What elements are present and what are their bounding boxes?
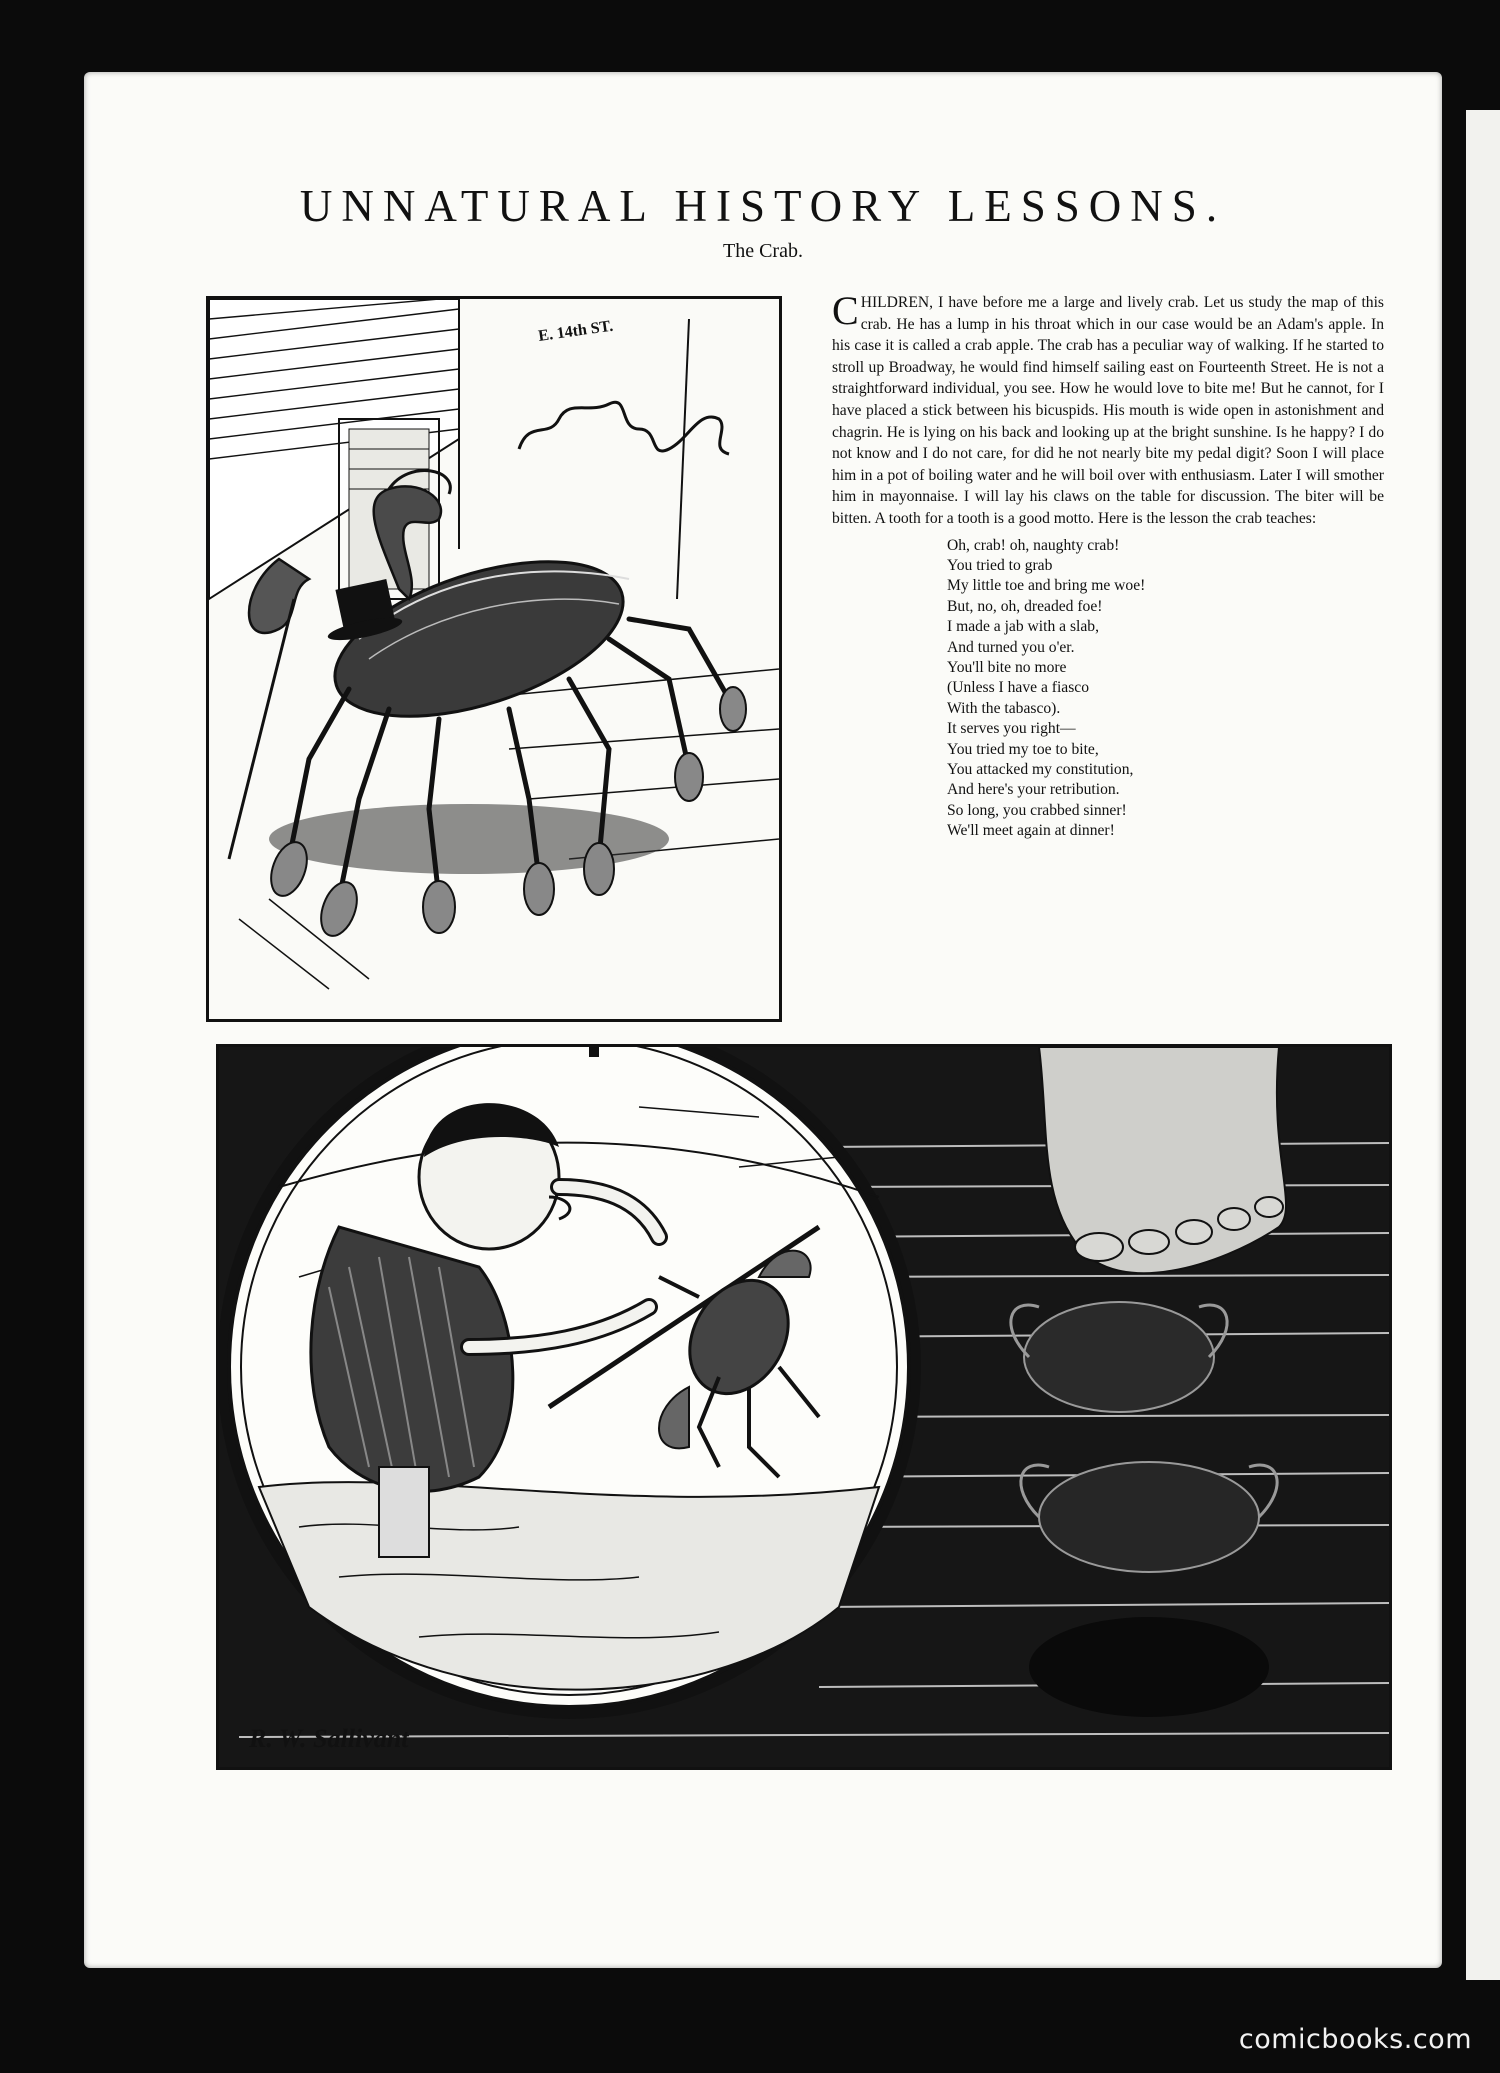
poem-line: I made a jab with a slab, — [947, 618, 1099, 636]
poem-line: It serves you right— — [947, 720, 1076, 738]
poem-line: So long, you crabbed sinner! — [947, 801, 1127, 819]
crab-beach-drawing — [219, 1047, 1389, 1767]
poem-line: You attacked my constitution, — [947, 761, 1134, 778]
poem-line: You tried my toe to bite, — [947, 740, 1099, 758]
site-watermark: comicbooks.com — [1238, 2024, 1472, 2055]
poem-line: We'll meet again at dinner! — [947, 822, 1115, 840]
poem-line: Oh, crab! oh, naughty crab! — [947, 536, 1120, 554]
poem-line: You'll bite no more — [947, 658, 1067, 676]
poem-line: But, no, oh, dreaded foe! — [947, 597, 1103, 615]
poem-line: With the tabasco). — [947, 699, 1061, 717]
drop-cap: C — [832, 288, 859, 333]
crab-beach-illustration — [216, 1044, 1392, 1770]
crab-street-illustration — [206, 296, 782, 1022]
street-sign: E. 14th ST. — [537, 317, 615, 345]
page-title: UNNATURAL HISTORY LESSONS. — [299, 181, 1227, 231]
poem-line: You tried to grab — [947, 556, 1053, 574]
page-subtitle: The Crab. — [723, 240, 803, 262]
facing-page-edge — [1466, 110, 1500, 1980]
crab-street-drawing — [209, 299, 779, 1019]
poem — [947, 536, 1384, 842]
article-intro — [832, 288, 1384, 530]
poem-line: And turned you o'er. — [947, 638, 1075, 656]
poem-line: And here's your retribution. — [947, 781, 1120, 799]
intro-text: HILDREN, I have before me a large and lively crab. Let us study the map of this crab. He has a lump in his throat which in our case would be an Adam's apple. In his case it is called a crab apple. The crab has a peculiar way of walking. If he started to stroll up Broadway, he would find himself sailing east on Fourteenth Street. He is not a straightforward individual, you see. How he would love to bite me! But he cannot, for I have placed a stick between his bicuspids. His mouth is wide open in astonishment and chagrin. He is lying on his back and looking up at the bright sunshine. Is he happy? I do not know and I do not care, for did he not nearly bite my pedal digit? Soon I will place him in a pot of boiling water and he will boil over with enthusiasm. Later I will smother him in mayonnaise. I will lay his claws on the table for discussion. The biter will be bitten. A tooth for a tooth is a good motto. Here is the lesson the crab teaches: — [832, 294, 1384, 527]
article-body — [832, 288, 1384, 842]
magazine-page — [84, 72, 1442, 1968]
poem-line: My little toe and bring me woe! — [947, 577, 1146, 595]
artist-signature: R. W. Sallivant — [249, 1724, 409, 1753]
poem-line: (Unless I have a fiasco — [947, 679, 1090, 697]
